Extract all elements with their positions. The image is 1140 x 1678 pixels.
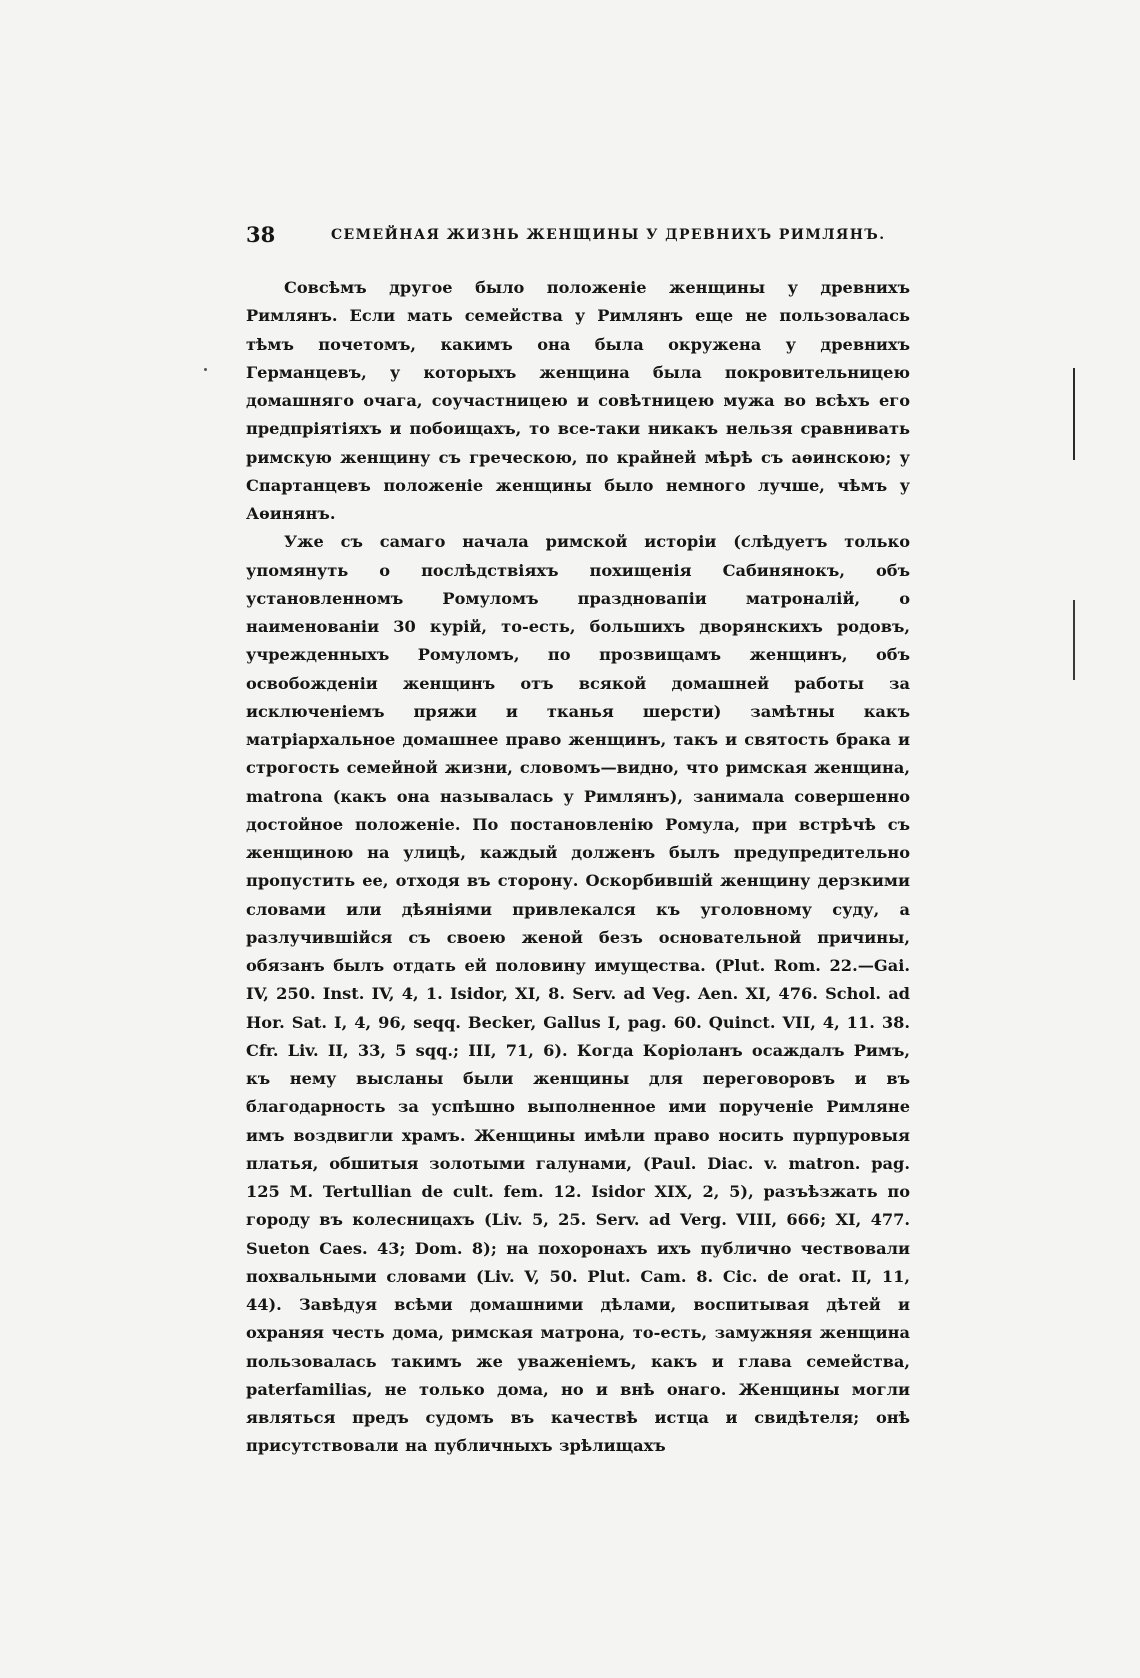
paragraph-1: Совсѣмъ другое было положеніе женщины у древнихъ Римлянъ. Если мать семейства у Римлянъ еще не пользовалась тѣмъ почетомъ, какимъ она была окружена у древнихъ Германцевъ, у которыхъ женщина была покровительницею домашняго очага, соучастницею и совѣтницею мужа во всѣхъ его предпріятіяхъ и побоищахъ, то все-таки никакъ нельзя сравнивать римскую женщину съ греческою, по крайней мѣрѣ съ аѳинскою; у Спартанцевъ положеніе женщины было немного лучше, чѣмъ у Аѳинянъ. xyxy=(246,278,910,523)
running-title: СЕМЕЙНАЯ ЖИЗНЬ ЖЕНЩИНЫ У ДРЕВНИХЪ РИМЛЯНЪ. xyxy=(331,227,886,243)
page-header xyxy=(246,222,906,252)
paragraph-2: Уже съ самаго начала римской исторіи (слѣдуетъ только упомянуть о послѣдствіяхъ похищенія Сабинянокъ, объ установленномъ Ромуломъ праздновапіи матроналій, о наименованіи 30 курій, то-есть, большихъ дворянскихъ родовъ, учрежденныхъ Ромуломъ, по прозвищамъ женщинъ, объ освобожденіи женщинъ отъ всякой домашней работы за исключеніемъ пряжи и тканья шерсти) замѣтны какъ матріархальное домашнее право женщинъ, такъ и святость брака и строгость семейной жизни, словомъ—видно, что римская женщина, matrona (какъ она называлась у Римлянъ), занимала совершенно достойное положеніе. По постановленію Ромула, при встрѣчѣ съ женщиною на улицѣ, каждый долженъ былъ предупредительно пропустить ее, отходя въ сторону. Оскорбившій женщину дерзкими словами или дѣяніями привлекался къ уголовному суду, а разлучившійся съ своею женой безъ основательной причины, обязанъ былъ отдать ей половину имущества. (Plut. Rom. 22.—Gai. IV, 250. Inst. IV, 4, 1. Isidor, XI, 8. Serv. ad Veg. Aen. XI, 476. Schol. ad Hor. Sat. I, 4, 96, seqq. Becker, Gallus I, pag. 60. Quinct. VII, 4, 11. 38. Cfr. Liv. II, 33, 5 sqq.; III, 71, 6). Когда Коріоланъ осаждалъ Римъ, къ нему высланы были женщины для переговоровъ и въ благодарность за успѣшно выполненное ими порученіе Римляне имъ воздвигли храмъ. Женщины имѣли право носить пурпуровыя платья, обшитыя золотыми галунами, (Paul. Diac. v. matron. pag. 125 M. Tertullian de cult. fem. 12. Isidor XIX, 2, 5), разъѣзжать по городу въ колесницахъ (Liv. 5, 25. Serv. ad Verg. VIII, 666; XI, 477. Sueton Caes. 43; Dom. 8); на похоронахъ ихъ публично чествовали похвальными словами (Liv. V, 50. Plut. Cam. 8. Cic. de orat. II, 11, 44). Завѣдуя всѣми домашними дѣлами, воспитывая дѣтей и охраняя честь дома, римская матрона, то-есть, замужняя женщина пользовалась такимъ же уваженіемъ, какъ и глава семейства, paterfamilias, не только дома, но и внѣ онаго. Женщины могли являться предъ судомъ въ качествѣ истца и свидѣтеля; онѣ присутствовали на публичныхъ зрѣлищахъ xyxy=(246,532,910,1456)
margin-line-lower xyxy=(1073,600,1075,680)
margin-speck xyxy=(204,368,207,371)
margin-line xyxy=(1073,368,1075,460)
body-text xyxy=(246,274,910,1461)
page-number: 38 xyxy=(246,222,276,247)
